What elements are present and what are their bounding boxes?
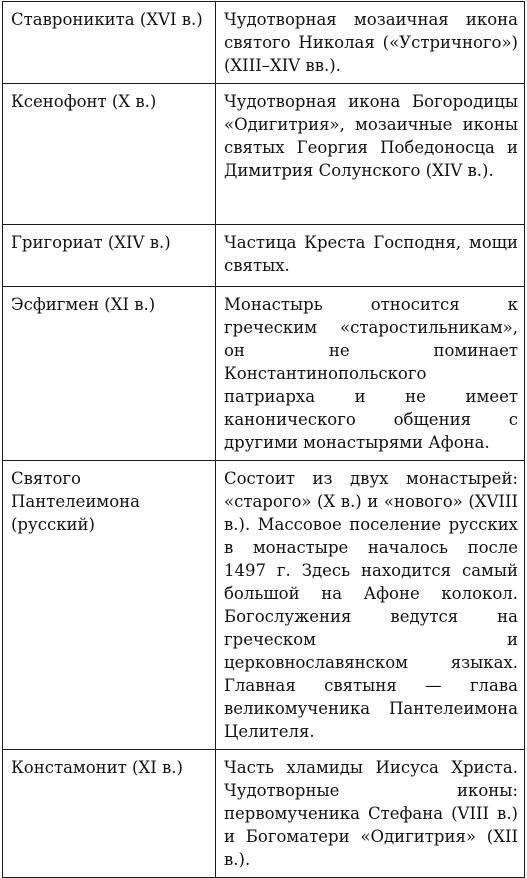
table-row [3, 225, 525, 287]
monastery-name-cell [3, 461, 216, 750]
table-row [3, 461, 525, 750]
relics-description-cell [216, 225, 525, 287]
relics-description: Частица Креста Господня, мощи святых. [224, 233, 518, 275]
monastery-name: Григориат (XIV в.) [11, 233, 171, 252]
monastery-name: Констамонит (XI в.) [11, 758, 183, 777]
relics-description-cell [216, 287, 525, 461]
monastery-name-cell [3, 84, 216, 225]
relics-description-cell [216, 84, 525, 225]
monastery-name: Ставроникита (XVI в.) [11, 10, 203, 29]
relics-description: Монастырь относится к греческим «старостильникам», он не поминает Константинопольского патриарха и не имеет канонического общения с другими монастырями Афона. [224, 295, 518, 452]
table-row [3, 287, 525, 461]
monastery-name: Эсфигмен (XI в.) [11, 295, 156, 314]
relics-description: Чудотворная мозаичная икона святого Николая («Устричного») (XIII–XIV вв.). [224, 10, 518, 75]
table-row [3, 2, 525, 84]
monastery-name-cell [3, 287, 216, 461]
table-row [3, 84, 525, 225]
relics-description-cell [216, 750, 525, 878]
relics-description: Чудотворная икона Богородицы «Одигитрия», мозаичные иконы святых Георгия Победоносца и Димитрия Солунского (XIV в.). [224, 92, 518, 180]
monastery-name: Святого Пантелеимона (русский) [11, 469, 140, 534]
monastery-name-cell [3, 2, 216, 84]
monastery-name-cell [3, 750, 216, 878]
monastery-name: Ксенофонт (X в.) [11, 92, 157, 111]
relics-description: Состоит из двух монастырей: «старого» (X в.) и «нового» (XVIII в.). Массовое поселение русских в монастыре началось после 1497 г. Здесь находится самый большой на Афоне колокол. Богослужения ведутся на греческом и церковнославянском языках. Главная святыня — глава великомученика Пантелеимона Целителя. [224, 469, 518, 741]
relics-description-cell [216, 2, 525, 84]
table-row [3, 750, 525, 878]
monasteries-table [2, 1, 525, 878]
monastery-name-cell [3, 225, 216, 287]
relics-description-cell [216, 461, 525, 750]
relics-description: Часть хламиды Иисуса Христа. Чудотворные иконы: первомученика Стефана (VIII в.) и Богоматери «Одигитрия» (XII в.). [224, 758, 518, 869]
